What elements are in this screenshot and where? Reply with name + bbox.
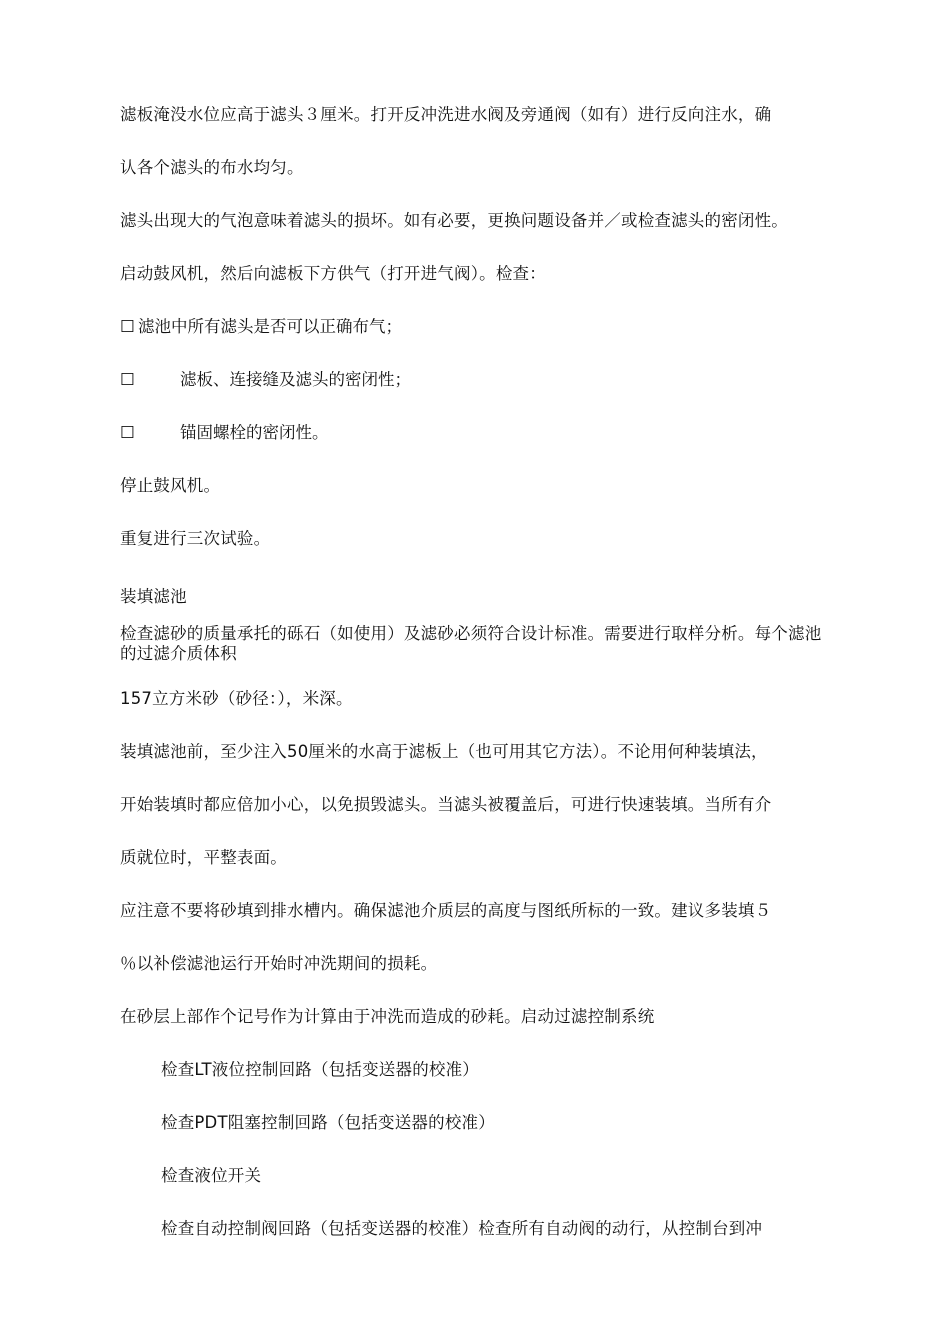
paragraph: 检查滤砂的质量承托的砾石（如使用）及滤砂必须符合设计标准。需要进行取样分析。每个滤池的过滤介质体积 [120,624,822,663]
checklist-item: 滤板、连接缝及滤头的密闭性； [180,370,411,389]
paragraph-line: 开始装填时都应倍加小心，以免损毁滤头。当滤头被覆盖后，可进行快速装填。当所有介 [120,795,772,814]
paragraph: 停止鼓风机。 [120,476,221,495]
section-title: 装填滤池 [120,587,187,606]
paragraph-line: 认各个滤头的布水均匀。 [120,158,304,177]
indented-item: 检查LT液位控制回路（包括变送器的校准） [161,1060,479,1079]
paragraph-line: 装填滤池前，至少注入50厘米的水高于滤板上（也可用其它方法）。不论用何种装填法， [120,742,768,761]
paragraph-line: 应注意不要将砂填到排水槽内。确保滤池介质层的高度与图纸所标的一致。建议多装填５ [120,901,772,920]
checkbox-icon: ☐ [120,370,135,389]
checkbox-icon: ☐ [120,317,135,336]
paragraph-line: ％以补偿滤池运行开始时冲洗期间的损耗。 [120,954,438,973]
paragraph: 在砂层上部作个记号作为计算由于冲洗而造成的砂耗。启动过滤控制系统 [120,1007,655,1026]
checklist-item: 滤池中所有滤头是否可以正确布气； [138,317,402,336]
paragraph-line: 滤板淹没水位应高于滤头３厘米。打开反冲洗进水阀及旁通阀（如有）进行反向注水，确 [120,105,772,124]
checkbox-icon: ☐ [120,423,135,442]
indented-item: 检查液位开关 [161,1166,262,1185]
paragraph-line: 质就位时，平整表面。 [120,848,287,867]
checklist-item: 锚固螺栓的密闭性。 [180,423,329,442]
paragraph: 157立方米砂（砂径：），米深。 [120,689,353,708]
paragraph: 启动鼓风机，然后向滤板下方供气（打开进气阀）。检查： [120,264,546,283]
indented-item: 检查PDT阻塞控制回路（包括变送器的校准） [161,1113,495,1132]
indented-item: 检查自动控制阀回路（包括变送器的校准）检查所有自动阀的动行，从控制台到冲 [161,1219,763,1238]
paragraph: 重复进行三次试验。 [120,529,271,548]
paragraph: 滤头出现大的气泡意味着滤头的损坏。如有必要，更换问题设备并／或检查滤头的密闭性。 [120,211,788,230]
